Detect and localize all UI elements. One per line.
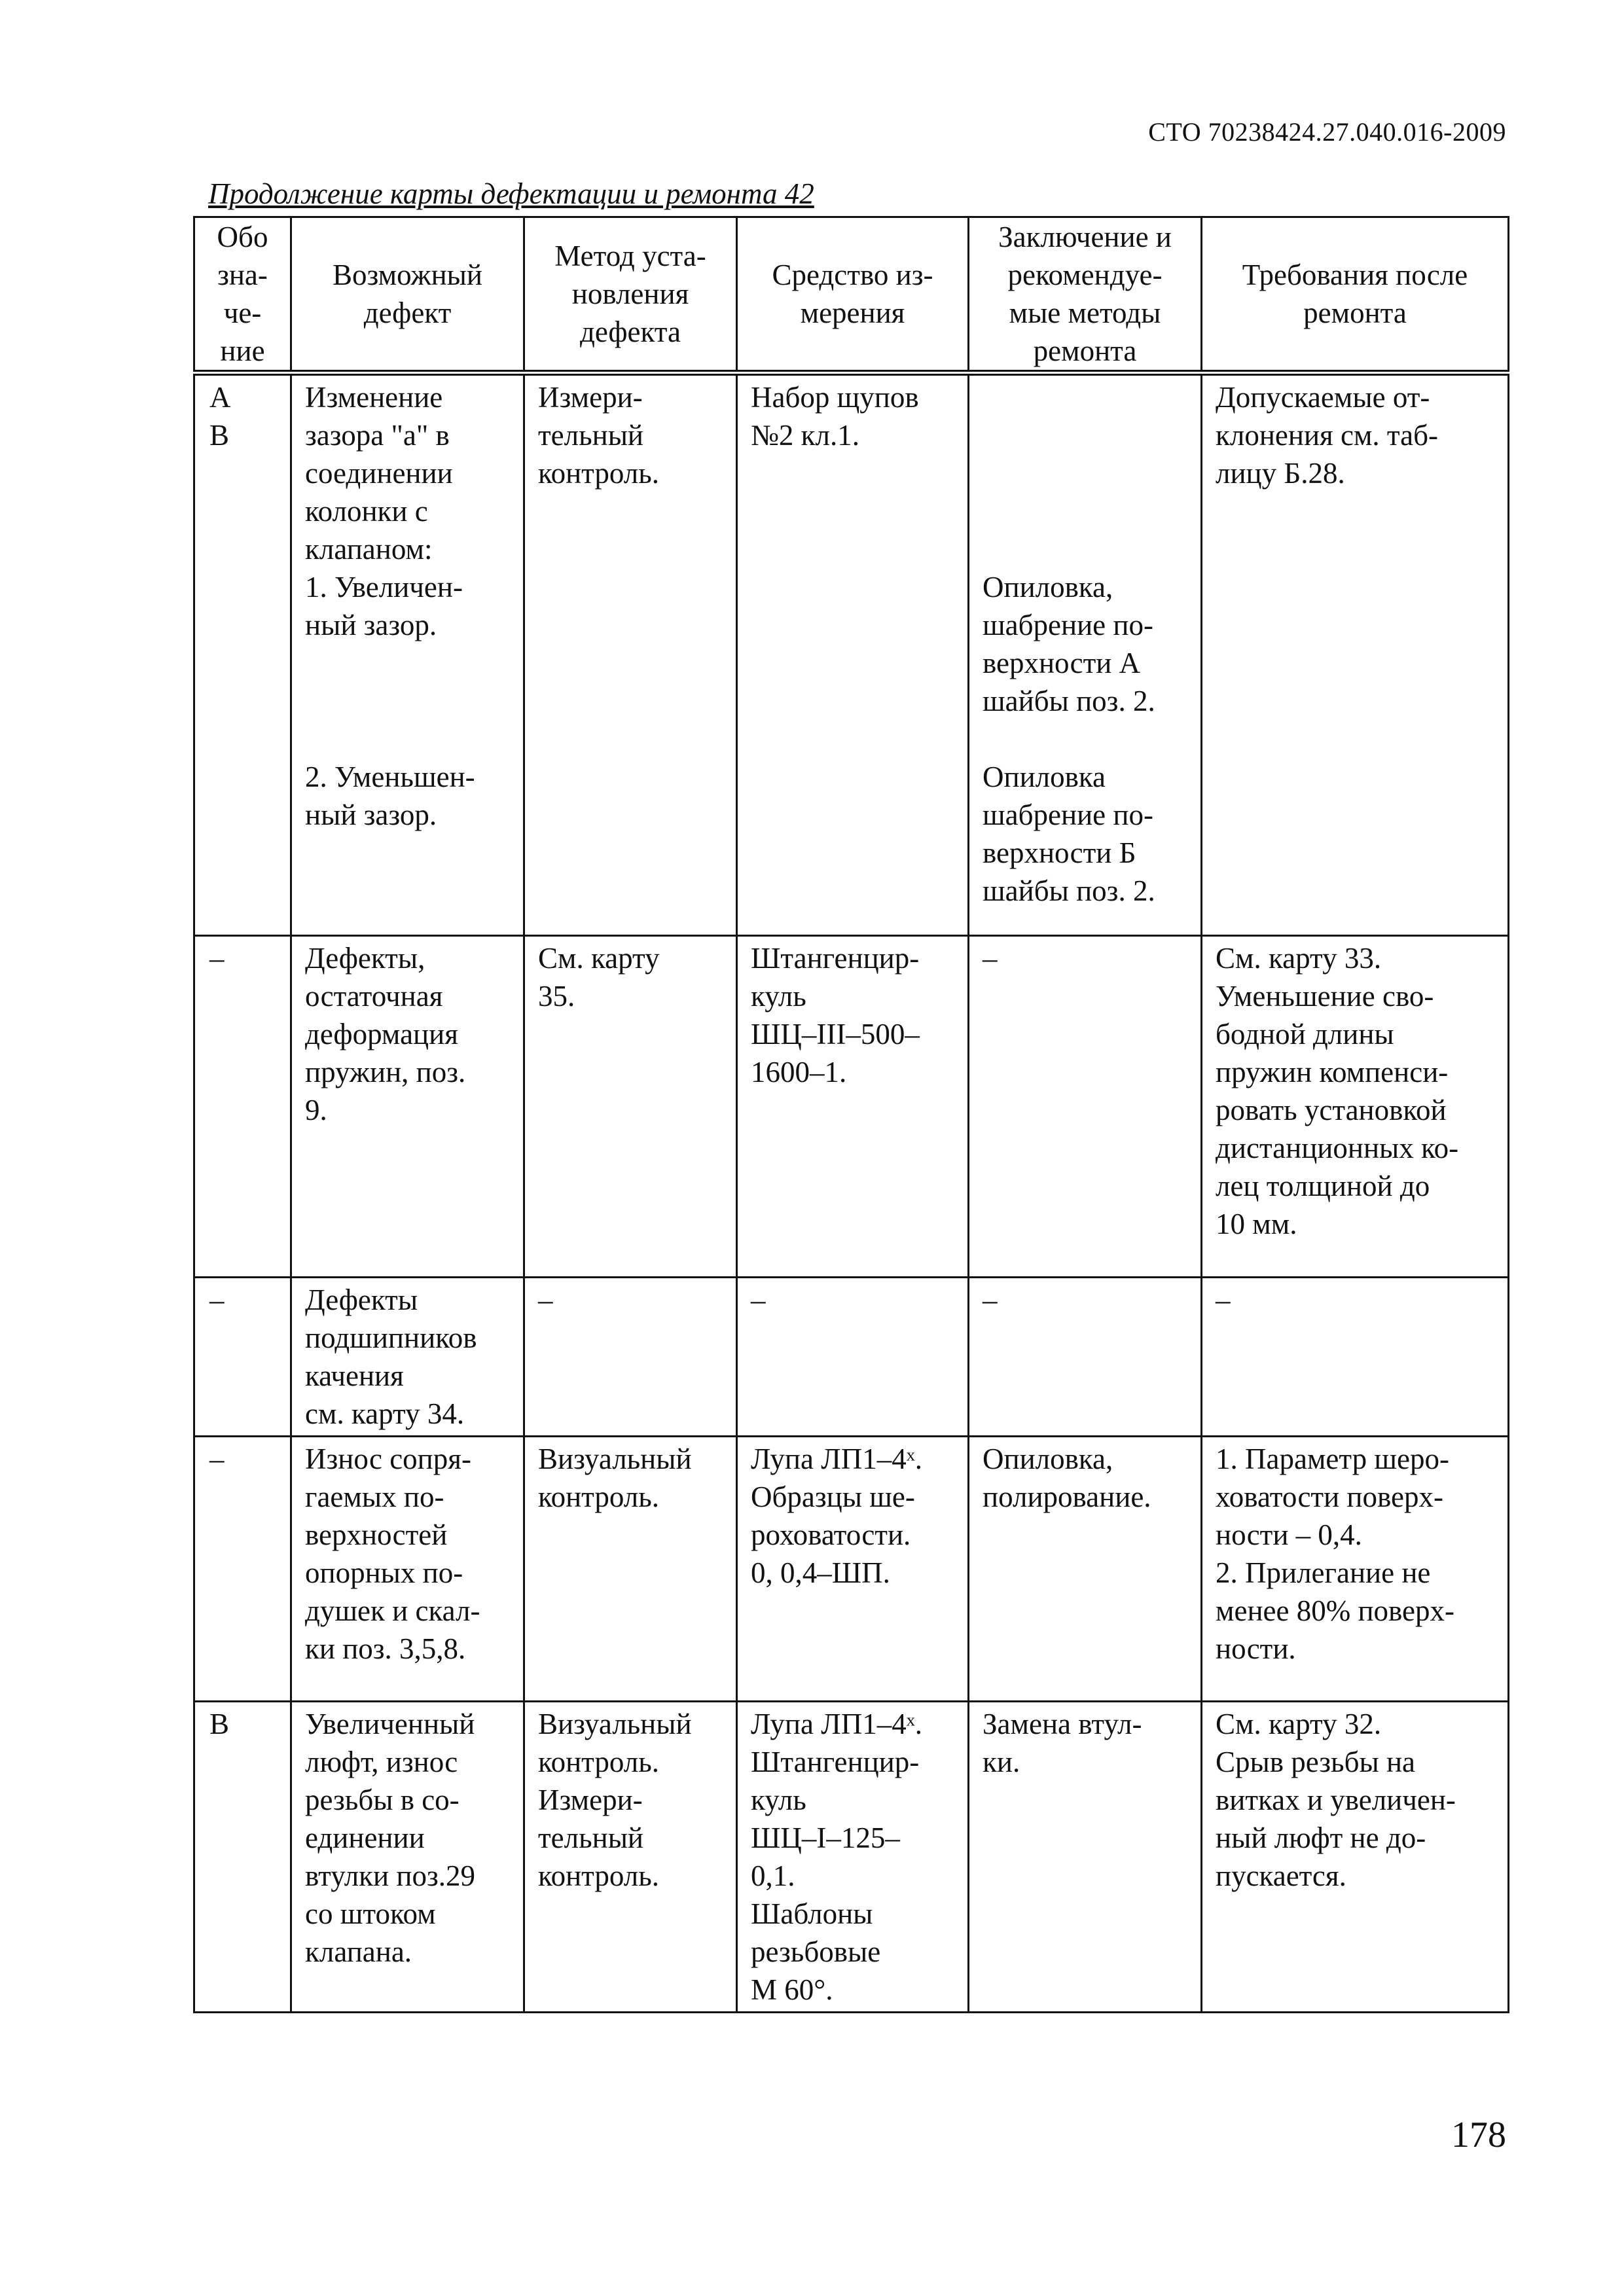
page-number: 178 — [1451, 2115, 1506, 2155]
header-post-repair-requirements: Требования после ремонта — [1202, 217, 1509, 373]
cell-defect: Увеличенный люфт, износ резьбы в со- единении втулки поз.29 со штоком клапана. — [291, 1702, 524, 2013]
cell-repair: – — [969, 1278, 1202, 1437]
cell-defect: Износ сопря- гаемых по- верхностей опорных по- душек и скал- ки поз. 3,5,8. — [291, 1437, 524, 1702]
cell-method: – — [524, 1278, 737, 1437]
cell-method: См. карту 35. — [524, 936, 737, 1278]
table-header — [194, 217, 1509, 373]
cell-designation: А В — [194, 373, 291, 936]
table-row — [194, 936, 1509, 1278]
cell-tool: Штангенцир- куль ШЦ–III–500– 1600–1. — [737, 936, 969, 1278]
table-body — [194, 373, 1509, 2013]
document-code: СТО 70238424.27.040.016-2009 — [1148, 117, 1506, 147]
header-designation: Обо зна- че- ние — [194, 217, 291, 373]
header-repair-methods: Заключение и рекомендуе- мые методы ремонта — [969, 217, 1202, 373]
cell-requirements: Допускаемые от- клонения см. таб- лицу Б.28. — [1202, 373, 1509, 936]
defect-repair-table — [193, 216, 1509, 2013]
header-measuring-tool: Средство из- мерения — [737, 217, 969, 373]
cell-repair: Опиловка, шабрение по- верхности А шайбы поз. 2. Опиловка шабрение по- верхности Б шайбы поз. 2. — [969, 373, 1202, 936]
header-row — [194, 217, 1509, 373]
cell-designation: В — [194, 1702, 291, 2013]
cell-requirements: См. карту 33. Уменьшение сво- бодной длины пружин компенси- ровать установкой дистанционных ко- лец толщиной до 10 мм. — [1202, 936, 1509, 1278]
cell-designation: – — [194, 936, 291, 1278]
cell-repair: – — [969, 936, 1202, 1278]
table-caption: Продолжение карты дефектации и ремонта 42 — [208, 177, 814, 210]
table-row — [194, 373, 1509, 936]
cell-tool: – — [737, 1278, 969, 1437]
cell-requirements: 1. Параметр шеро- ховатости поверх- ности – 0,4. 2. Прилегание не менее 80% поверх- ности. — [1202, 1437, 1509, 1702]
cell-method: Визуальный контроль. — [524, 1437, 737, 1702]
table-row — [194, 1278, 1509, 1437]
cell-requirements: См. карту 32. Срыв резьбы на витках и увеличен- ный люфт не до- пускается. — [1202, 1702, 1509, 2013]
cell-requirements: – — [1202, 1278, 1509, 1437]
cell-method: Визуальный контроль. Измери- тельный контроль. — [524, 1702, 737, 2013]
cell-defect: Дефекты подшипников качения см. карту 34. — [291, 1278, 524, 1437]
cell-repair: Опиловка, полирование. — [969, 1437, 1202, 1702]
table-row — [194, 1702, 1509, 2013]
table-row — [194, 1437, 1509, 1702]
cell-defect: Дефекты, остаточная деформация пружин, поз. 9. — [291, 936, 524, 1278]
header-possible-defect: Возможный дефект — [291, 217, 524, 373]
cell-tool: Лупа ЛП1–4ˣ. Образцы ше- роховатости. 0, 0,4–ШП. — [737, 1437, 969, 1702]
cell-designation: – — [194, 1278, 291, 1437]
cell-defect: Изменение зазора "а" в соединении колонки с клапаном: 1. Увеличен- ный зазор. 2. Уменьшен- ный зазор. — [291, 373, 524, 936]
cell-tool: Лупа ЛП1–4ˣ. Штангенцир- куль ШЦ–I–125– 0,1. Шаблоны резьбовые М 60°. — [737, 1702, 969, 2013]
cell-tool: Набор щупов №2 кл.1. — [737, 373, 969, 936]
cell-repair: Замена втул- ки. — [969, 1702, 1202, 2013]
cell-method: Измери- тельный контроль. — [524, 373, 737, 936]
header-detection-method: Метод уста- новления дефекта — [524, 217, 737, 373]
cell-designation: – — [194, 1437, 291, 1702]
